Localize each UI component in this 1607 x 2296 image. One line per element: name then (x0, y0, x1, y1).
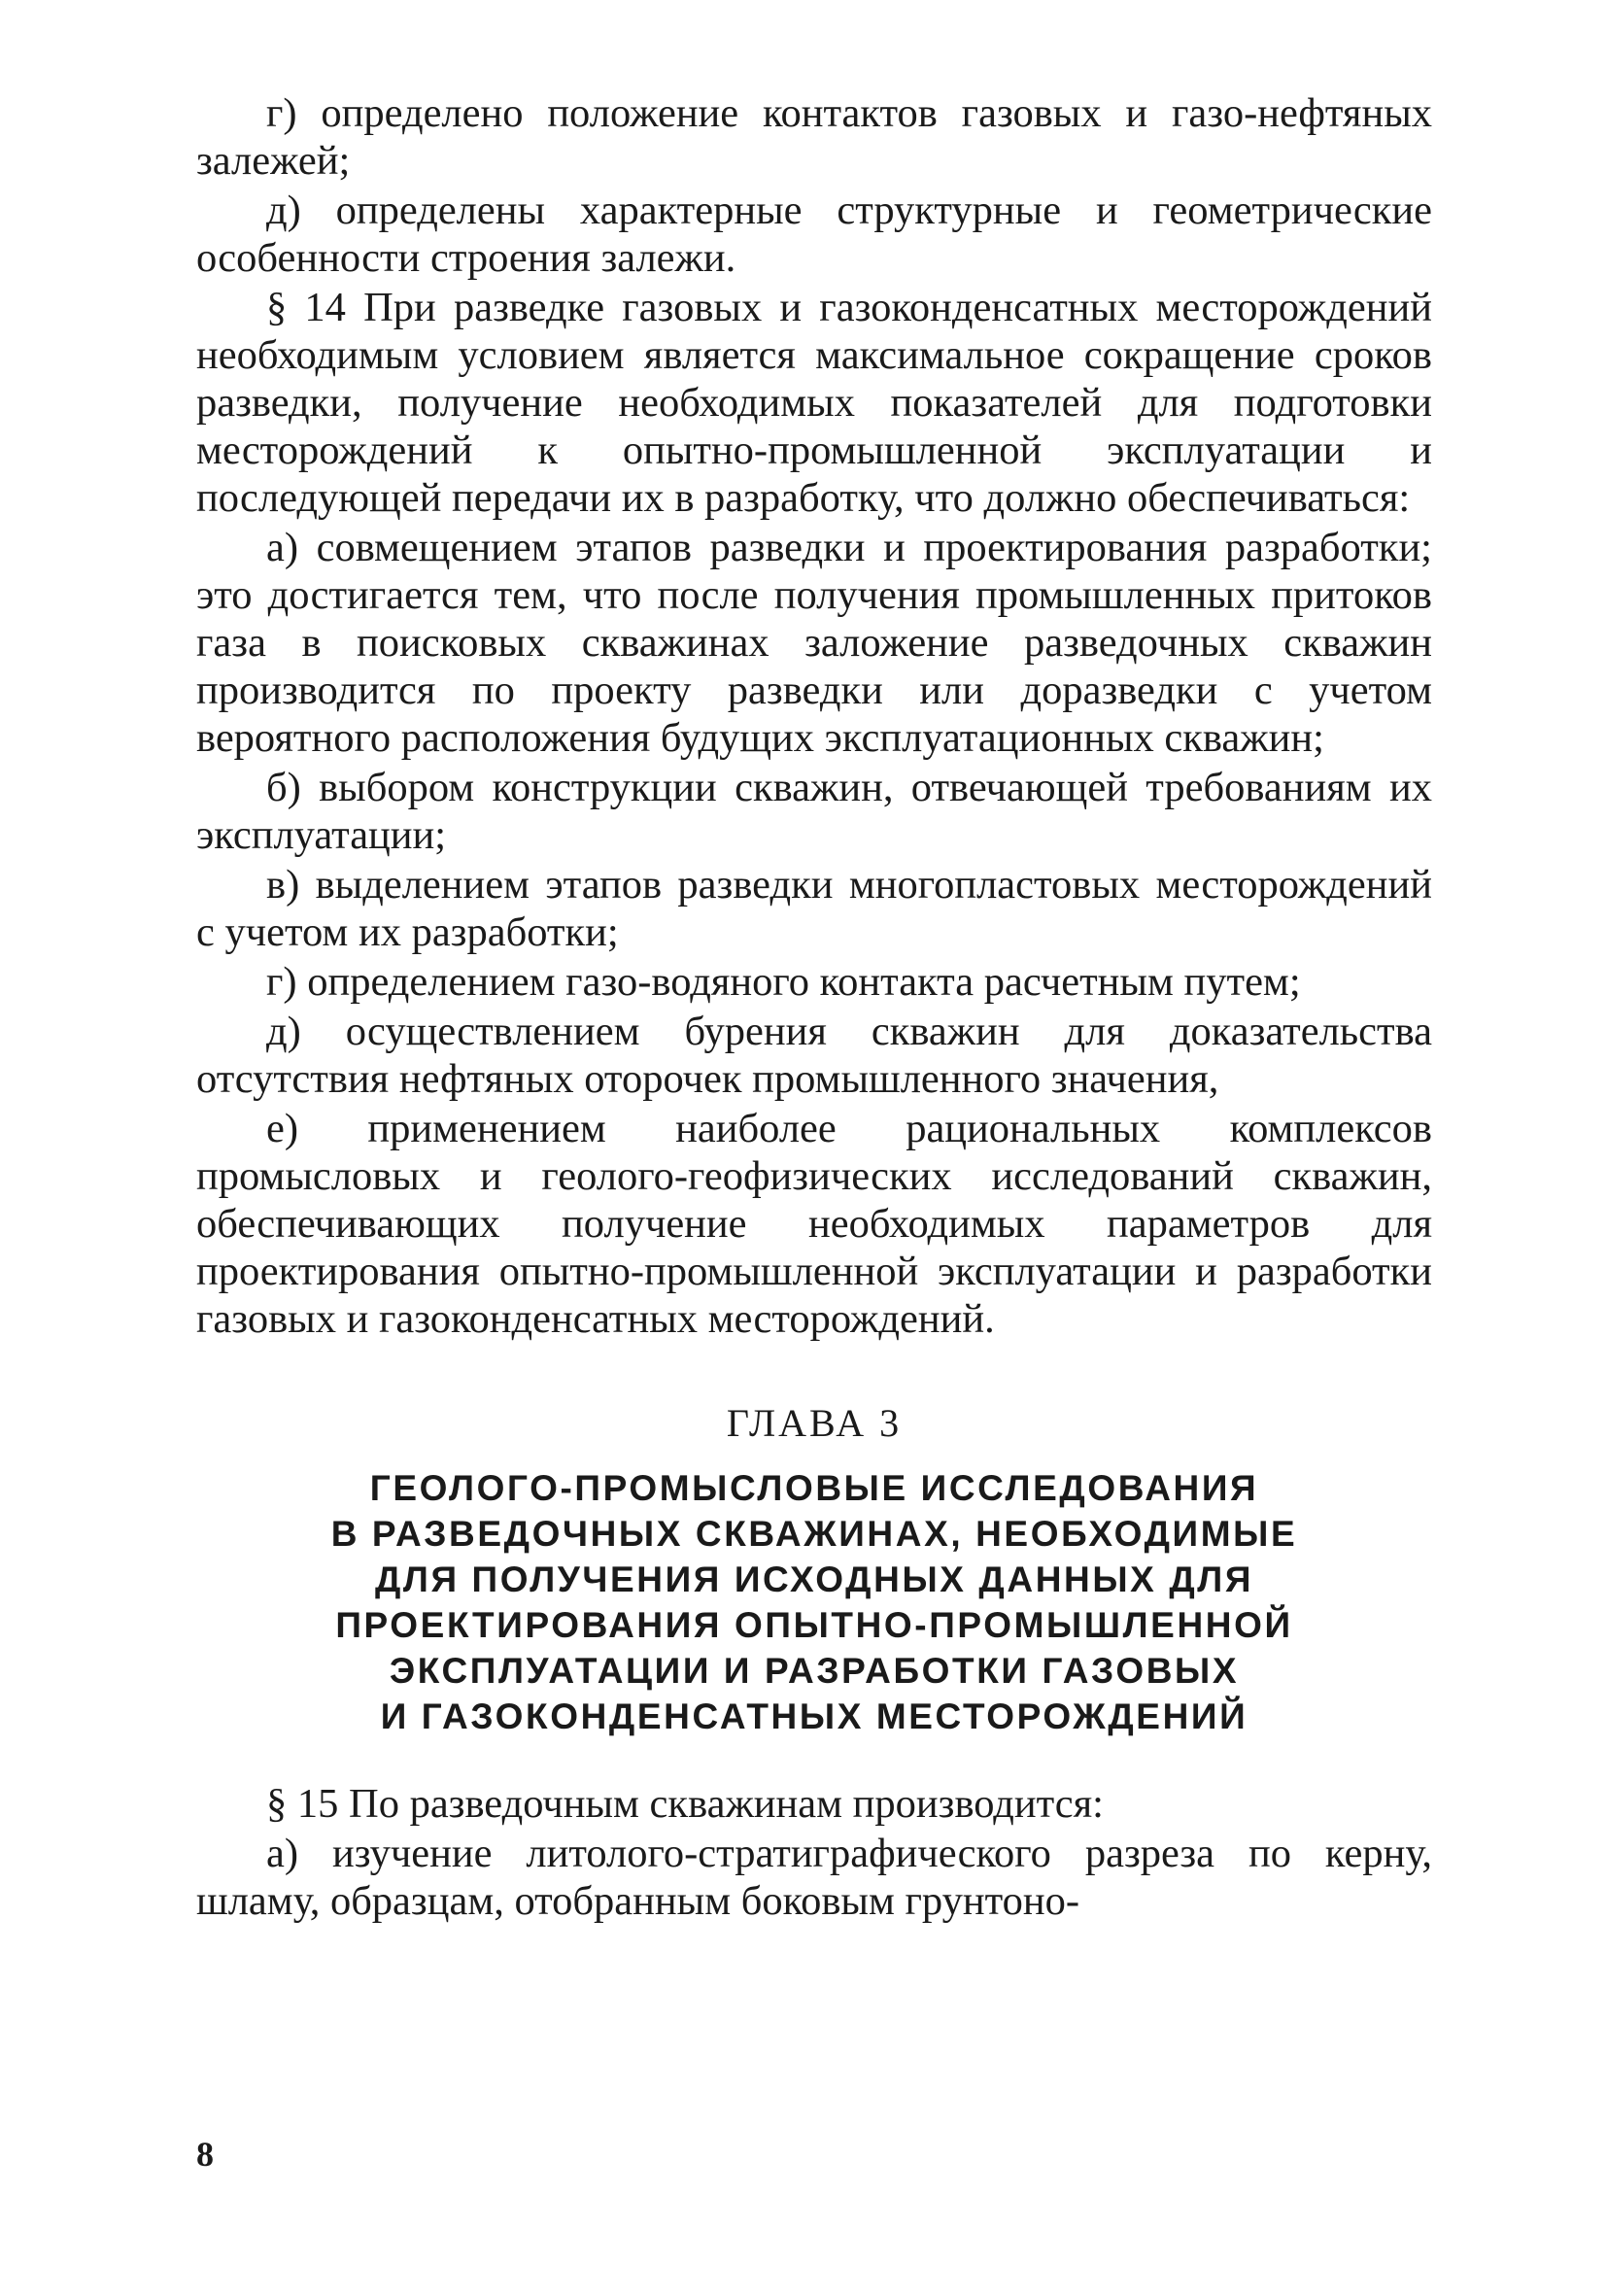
chapter-title-line: ЭКСПЛУАТАЦИИ И РАЗРАБОТКИ ГАЗОВЫХ (389, 1651, 1240, 1691)
paragraph-item-a-bottom: а) изучение литолого-стратиграфического разреза по керну, шламу, образцам, отобранным боковым грунтоно- (196, 1831, 1432, 1924)
chapter-label: ГЛАВА 3 (726, 1401, 903, 1445)
paragraph-item-g: г) определением газо-водяного контакта расчетным путем; (266, 959, 1301, 1005)
document-page (196, 89, 1432, 1925)
paragraph-item-b: б) выбором конструкции скважин, отвечающей требованиям их эксплуатации; (196, 765, 1432, 858)
chapter-title-line: ГЕОЛОГО-ПРОМЫСЛОВЫЕ ИССЛЕДОВАНИЯ (369, 1468, 1259, 1508)
page-number: 8 (196, 2135, 214, 2174)
paragraph-item-v: в) выделением этапов разведки многопластовых месторождений с учетом их разработки; (196, 862, 1432, 955)
paragraph-section-14: § 14 При разведке газовых и газоконденсатных месторождений необходимым условием является максимальное сокращение сроков разведки, получение необходимых показателей для подготовки месторождений к опытно-промышленной эксплуатации и последующей передачи их в разработку, что должно обеспечиваться: (196, 285, 1432, 521)
chapter-title-line: ПРОЕКТИРОВАНИЯ ОПЫТНО-ПРОМЫШЛЕННОЙ (335, 1605, 1293, 1645)
chapter-title (299, 1465, 1329, 1739)
chapter-title-line: В РАЗВЕДОЧНЫХ СКВАЖИНАХ, НЕОБХОДИМЫЕ (330, 1514, 1298, 1554)
paragraph-item-a: а) совмещением этапов разведки и проектирования разработки; это достигается тем, что после получения промышленных притоков газа в поисковых скважинах заложение разведочных скважин производится по проекту разведки или доразведки с учетом вероятного расположения будущих эксплуатационных скважин; (196, 525, 1432, 761)
paragraph-section-15: § 15 По разведочным скважинам производится: (266, 1781, 1104, 1827)
paragraph-item-d-top: д) определены характерные структурные и геометрические особенности строения залежи. (196, 188, 1432, 281)
chapter-title-line: И ГАЗОКОНДЕНСАТНЫХ МЕСТОРОЖДЕНИЙ (380, 1696, 1248, 1736)
paragraph-item-e: е) применением наиболее рациональных комплексов промысловых и геолого-геофизических исследований скважин, обеспечивающих получение необходимых параметров для проектирования опытно-промышленной эксплуатации и разработки газовых и газоконденсатных месторождений. (196, 1106, 1432, 1342)
paragraph-item-d: д) осуществлением бурения скважин для доказательства отсутствия нефтяных оторочек промышленного значения, (196, 1009, 1432, 1102)
chapter-title-line: ДЛЯ ПОЛУЧЕНИЯ ИСХОДНЫХ ДАННЫХ ДЛЯ (374, 1559, 1254, 1599)
paragraph-item-g-top: г) определено положение контактов газовых и газо-нефтяных залежей; (196, 90, 1432, 184)
